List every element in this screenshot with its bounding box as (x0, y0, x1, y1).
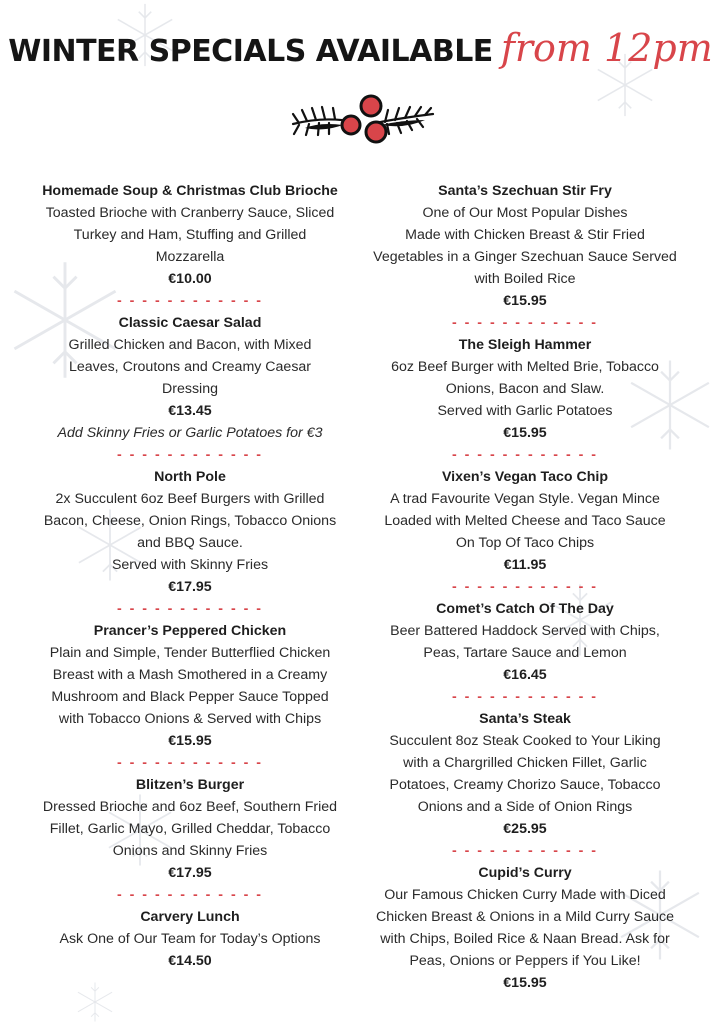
item-note: Add Skinny Fries or Garlic Potatoes for €3 (57, 425, 323, 441)
menu-item (30, 774, 350, 884)
divider: - - - - - - - - - - - - (116, 601, 264, 617)
item-name: Cupid’s Curry (478, 865, 572, 881)
item-price: €14.50 (168, 953, 212, 969)
item-description: Our Famous Chicken Curry Made with Diced Chicken Breast & Onions in a Mild Curry Sauce with Chips, Boiled Rice & Naan Bread. Ask for Peas, Onions or Peppers if You Like! (375, 887, 675, 969)
item-price: €10.00 (168, 271, 212, 287)
item-description: Grilled Chicken and Bacon, with Mixed Leaves, Croutons and Creamy Caesar Dressing (68, 337, 312, 397)
item-description: Toasted Brioche with Cranberry Sauce, Sliced Turkey and Ham, Stuffing and Grilled Mozzarella (45, 205, 335, 265)
menu-item (365, 708, 685, 840)
item-price: €15.95 (503, 425, 547, 441)
item-description: A trad Favourite Vegan Style. Vegan Mince Loaded with Melted Cheese and Taco Sauce On Top Of Taco Chips (384, 491, 666, 551)
item-price: €16.45 (503, 667, 547, 683)
menu-column-right (365, 180, 685, 994)
item-description: 2x Succulent 6oz Beef Burgers with Grilled Bacon, Cheese, Onion Rings, Tobacco Onions and BBQ Sauce. Served with Skinny Fries (43, 491, 337, 573)
item-name: Classic Caesar Salad (118, 315, 262, 331)
item-price: €13.45 (168, 403, 212, 419)
item-price: €17.95 (168, 579, 212, 595)
snowflake-icon (60, 980, 130, 1024)
divider: - - - - - - - - - - - - (116, 447, 264, 463)
page-title (0, 26, 721, 86)
item-price: €15.95 (168, 733, 212, 749)
item-description: Ask One of Our Team for Today’s Options (59, 931, 321, 947)
menu-column-left (30, 180, 350, 972)
item-price: €15.95 (503, 975, 547, 991)
item-price: €25.95 (503, 821, 547, 837)
menu-item (365, 180, 685, 312)
menu-item (30, 466, 350, 598)
menu-item (30, 620, 350, 752)
divider: - - - - - - - - - - - - (116, 887, 264, 903)
item-name: Prancer’s Peppered Chicken (93, 623, 287, 639)
menu-item (365, 862, 685, 994)
item-name: Santa’s Szechuan Stir Fry (438, 183, 612, 199)
divider: - - - - - - - - - - - - (451, 579, 599, 595)
item-name: Homemade Soup & Christmas Club Brioche (42, 183, 338, 199)
menu-item (365, 598, 685, 686)
divider: - - - - - - - - - - - - (451, 447, 599, 463)
item-name: The Sleigh Hammer (458, 337, 592, 353)
item-description: 6oz Beef Burger with Melted Brie, Tobacco Onions, Bacon and Slaw. Served with Garlic Potatoes (391, 359, 659, 419)
divider: - - - - - - - - - - - - (116, 293, 264, 309)
menu-item (30, 180, 350, 290)
item-description: One of Our Most Popular Dishes Made with Chicken Breast & Stir Fried Vegetables in a Ginger Szechuan Sauce Served with Boiled Rice (373, 205, 677, 287)
item-price: €15.95 (503, 293, 547, 309)
item-name: Vixen’s Vegan Taco Chip (441, 469, 609, 485)
divider: - - - - - - - - - - - - (451, 315, 599, 331)
title-script: from 12pm (500, 26, 713, 70)
item-name: Santa’s Steak (479, 711, 571, 727)
holly-berries-icon (285, 92, 440, 150)
item-description: Plain and Simple, Tender Butterflied Chicken Breast with a Mash Smothered in a Creamy Mushroom and Black Pepper Sauce Topped with Tobacco Onions & Served with Chips (49, 645, 331, 727)
item-name: Blitzen’s Burger (135, 777, 245, 793)
item-price: €11.95 (503, 557, 547, 573)
item-name: Carvery Lunch (140, 909, 240, 925)
menu-item (30, 312, 350, 444)
item-name: Comet’s Catch Of The Day (436, 601, 614, 617)
item-price: €17.95 (168, 865, 212, 881)
menu-item (365, 466, 685, 576)
item-description: Dressed Brioche and 6oz Beef, Southern Fried Fillet, Garlic Mayo, Grilled Cheddar, Tobacco Onions and Skinny Fries (42, 799, 338, 859)
divider: - - - - - - - - - - - - (451, 689, 599, 705)
item-description: Succulent 8oz Steak Cooked to Your Liking with a Chargrilled Chicken Fillet, Garlic Potatoes, Creamy Chorizo Sauce, Tobacco Onions and a Side of Onion Rings (389, 733, 661, 815)
divider: - - - - - - - - - - - - (116, 755, 264, 771)
item-description: Beer Battered Haddock Served with Chips, Peas, Tartare Sauce and Lemon (390, 623, 660, 661)
divider: - - - - - - - - - - - - (451, 843, 599, 859)
item-name: North Pole (154, 469, 226, 485)
title-main: WINTER SPECIALS AVAILABLE (8, 34, 493, 69)
menu-item (365, 334, 685, 444)
menu-item (30, 906, 350, 972)
